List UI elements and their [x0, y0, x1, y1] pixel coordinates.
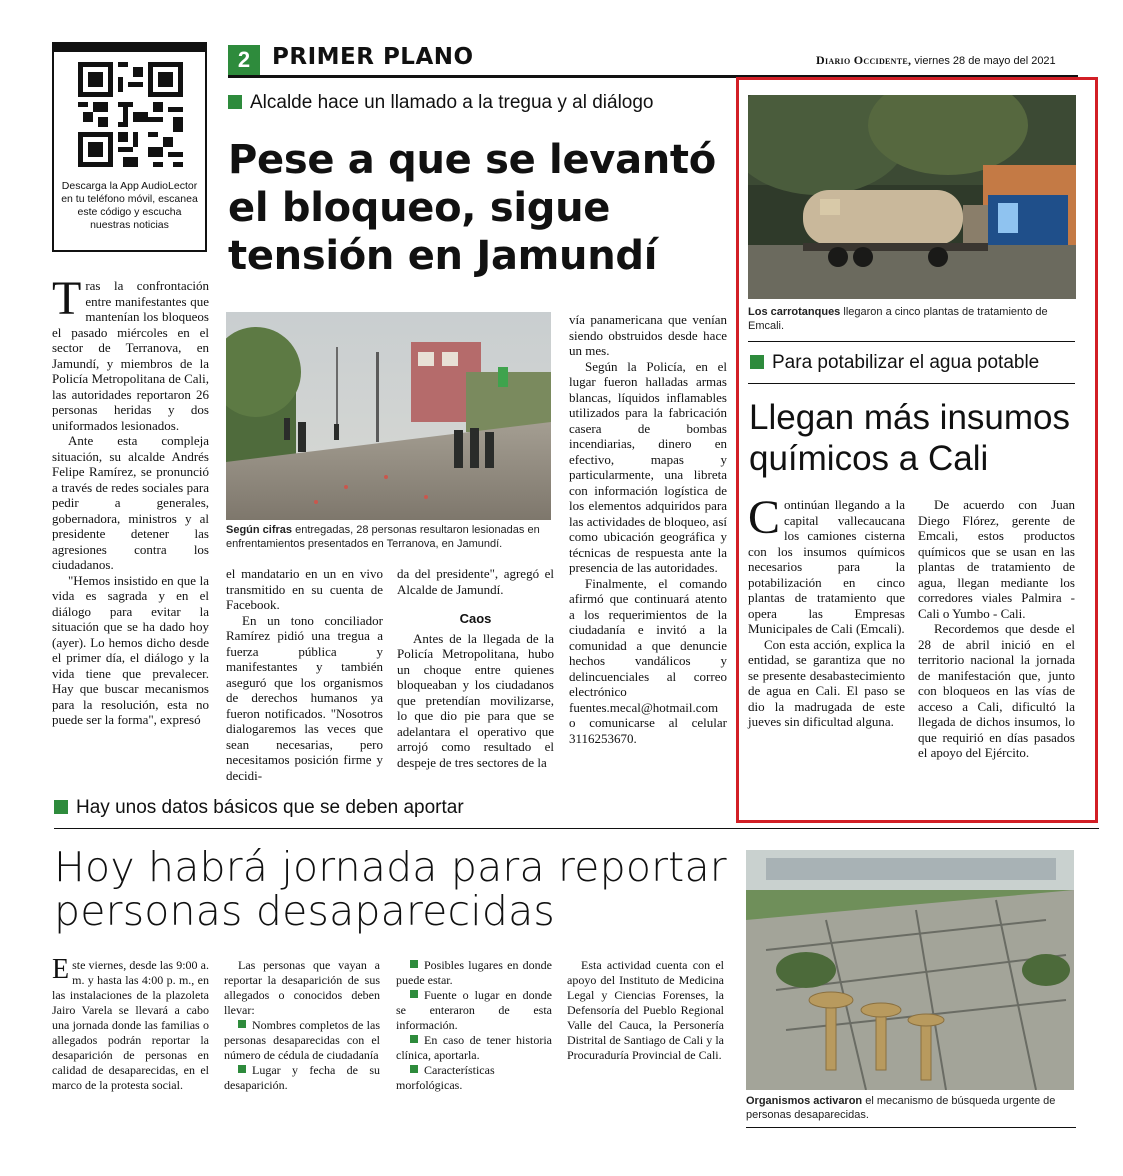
bottom-column-4: [567, 958, 724, 1063]
main-col4-para-2: Según la Policía, en el lugar fueron halladas armas blancas, líquidos inflamables utilizados para la fabricación casera de bombas incendiarias, dinero en efectivo, mapas y particularmente, una libreta con información logística de los elementos adquiridos para las actividades de bloqueo, así como ubicación geográfica y técnicas de respuesta ante la presencia de las autoridades.: [569, 358, 727, 575]
bottom-col2-bullet-1: [224, 1018, 380, 1063]
bottom-col3-bullet-4: [396, 1063, 552, 1093]
dropcap: C: [748, 491, 781, 544]
bottom-headline: Hoy habrá jornada para reportar personas desaparecidas: [54, 843, 727, 935]
main-col1-para-2: Ante esta compleja situación, su alcalde Andrés Felipe Ramírez, se pronunció a través de redes sociales para pedir a generales, gobernadora, ministros y al presidente detener las agresiones contra los ciudadanos.: [52, 433, 209, 572]
qr-code-icon: [78, 62, 183, 167]
right-col1-para-1-text: ontinúan llegando a la capital vallecaucana los camiones cisterna con los insumos químicos necesarios para la potabilización en cinco plantas de tratamiento que opera las Empresas Municipales de Cali (Emcali).: [748, 497, 905, 636]
plaza-caption-rule: [746, 1127, 1076, 1128]
bottom-col3-bullet-3-text: En caso de tener historia clínica, aportarla.: [396, 1033, 552, 1062]
main-col2-para-2: En un tono conciliador Ramírez pidió una tregua a fuerza pública y manifestantes y también aseguró que los organismos de derechos humanos ya fueron notificados. "Nosotros dialogaremos las veces que sean necesarias, pero necesitamos posición firme y decidi-: [226, 612, 383, 783]
bottom-col2-bullet-1-text: Nombres completos de las personas desaparecidas con el número de cédula de ciudadanía: [224, 1018, 380, 1062]
main-headline: Pese a que se levantó el bloqueo, sigue tensión en Jamundí: [228, 137, 716, 279]
main-photo-caption: [226, 524, 551, 551]
main-column-3: [397, 566, 554, 770]
dropcap: E: [52, 954, 70, 985]
paper-name: Diario Occidente,: [816, 53, 912, 67]
right-kicker: [750, 352, 1039, 374]
bottom-col2-bullet-2: [224, 1063, 380, 1093]
section-number: 2: [228, 45, 260, 75]
main-col1-para-3: "Hemos insistido en que la vida es sagrada y en el diálogo para evitar la situación que se ha dado hoy (ayer). Lo hemos dicho desde el primer día, el diálogo y la vida tiene que prevalecer. Hay que buscar mecanismos para la resolución, esta no puede ser la forma", expresó: [52, 572, 209, 727]
green-square-icon: [228, 95, 242, 109]
bottom-col3-bullet-2: [396, 988, 552, 1033]
main-column-1: [52, 272, 209, 728]
photo-plaza-aerial: [746, 850, 1074, 1090]
bottom-col1-para-1-text: ste viernes, desde las 9:00 a. m. y hasta las 4:00 p. m., en las instalaciones de la plazoleta Jairo Varela se llevará a cabo una jornada donde las familias o allegados podrán reportar la desaparición de personas en calidad de desaparecidas, en el marco de la protesta social.: [52, 958, 209, 1092]
bottom-kicker: [54, 797, 464, 819]
issue-date: viernes 28 de mayo del 2021: [914, 55, 1056, 67]
right-column-2: [918, 497, 1075, 761]
green-square-icon: [750, 355, 764, 369]
main-col3-para-2: Antes de la llegada de la Policía Metropolitana, hubo un choque entre quienes bloqueaban y los ciudadanos que pretendían movilizarse, lo que dio pie para que se adelantara el operativo que arrojó como resultado el despeje de tres sectores de la: [397, 630, 554, 770]
green-bullet-icon: [410, 1035, 418, 1043]
right-kicker-text: Para potabilizar el agua potable: [772, 352, 1040, 373]
green-bullet-icon: [410, 990, 418, 998]
right-column-1: [748, 491, 905, 730]
plaza-caption-bold: Organismos activaron: [746, 1095, 863, 1107]
bottom-col4-para-1: Esta actividad cuenta con el apoyo del Instituto de Medicina Legal y Ciencias Forenses, la Defensoría del Pueblo Regional Valle del Cauca, la Personería Distrital de Santiago de Cali y la Procuraduría Provincial de Cali.: [567, 958, 724, 1062]
green-bullet-icon: [410, 1065, 418, 1073]
green-bullet-icon: [238, 1065, 246, 1073]
bottom-kicker-text: Hay unos datos básicos que se deben aportar: [76, 797, 464, 818]
right-rule-2: [748, 383, 1075, 384]
plaza-photo-caption: [746, 1095, 1076, 1122]
bottom-column-2: [224, 958, 380, 1093]
main-col4-para-1: vía panamericana que venían siendo obstruidos desde hace un mes.: [569, 312, 727, 358]
bottom-column-1: [52, 954, 209, 1093]
section-name: PRIMER PLANO: [272, 44, 474, 70]
bottom-col1-para-1: [52, 954, 209, 1093]
qr-box-header-bar: [54, 44, 205, 52]
audiolector-qr-box: [52, 42, 207, 252]
main-caption-text: entregadas, 28 personas resultaron lesionadas en enfrentamientos presentados en Terranova, en Jamundí.: [226, 524, 540, 550]
bottom-col3-bullet-4-text: Características morfológicas.: [396, 1063, 495, 1092]
bottom-col3-bullet-2-text: Fuente o lugar en donde se enteraron de esta información.: [396, 988, 552, 1032]
bottom-column-3: [396, 958, 552, 1093]
main-column-4: [569, 312, 727, 746]
tanker-photo-caption: [748, 306, 1078, 333]
tanker-caption-bold: Los carrotanques: [748, 306, 841, 318]
right-headline: Llegan más insumos químicos a Cali: [749, 398, 1070, 478]
tanker-truck-photo: [748, 95, 1076, 299]
right-col2-para-2: Recordemos que desde el 28 de abril inició en el territorio nacional la jornada de manifestación que, junto con bloqueos en las vías de acceso a Cali, dificultó la llegada de dichos insumos, lo que requirió en días pasados el apoyo del Ejército.: [918, 621, 1075, 760]
jamundi-police-photo: [226, 312, 551, 520]
right-col1-para-2: Con esta acción, explica la entidad, se garantiza que no se presente desabastecimiento de agua en Cali. El paso se dio la madrugada de este jueves sin dificultad alguna.: [748, 636, 905, 729]
right-col2-para-1: De acuerdo con Juan Diego Flórez, gerente de Emcali, estos productos químicos que se usan en las plantas de tratamiento de agua, llegan mediante los corredores viales Palmira - Cali o Yumbo - Cali.: [918, 497, 1075, 621]
bottom-col3-bullet-3: [396, 1033, 552, 1063]
main-caption-bold: Según cifras: [226, 524, 293, 536]
bottom-rule: [54, 828, 1099, 829]
bottom-col3-bullet-1: [396, 958, 552, 988]
main-col1-para-1-text: ras la confrontación entre manifestantes que mantenían los bloqueos el pasado miércoles en el sector de Terranova, en Jamundí, y miembros de la Policía Metropolitana de Cali, las autoridades reportaron 26 personas heridas y dos uniformados lesionados.: [52, 278, 209, 433]
masthead: [816, 53, 1056, 68]
subhead-caos: Caos: [459, 611, 492, 626]
photo-tanker-truck: [748, 95, 1076, 299]
tanker-caption-text: llegaron a cinco plantas de tratamiento de Emcali.: [748, 306, 1048, 332]
bottom-col3-bullet-1-text: Posibles lugares en donde puede estar.: [396, 958, 552, 987]
main-col3-para-1: da del presidente", agregó el Alcalde de Jamundí.: [397, 566, 554, 597]
bottom-col2-bullet-2-text: Lugar y fecha de su desaparición.: [224, 1063, 380, 1092]
bottom-col2-para-1: Las personas que vayan a reportar la desaparición de sus allegados o conocidos deben llevar:: [224, 958, 380, 1017]
dropcap: T: [52, 272, 82, 325]
main-column-2: [226, 566, 383, 783]
plaza-photo: [746, 850, 1074, 1090]
main-kicker: [228, 92, 654, 114]
photo-police-street-scene: [226, 312, 551, 520]
main-kicker-text: Alcalde hace un llamado a la tregua y al diálogo: [250, 92, 654, 113]
green-bullet-icon: [238, 1020, 246, 1028]
qr-instructions: Descarga la App AudioLector en tu teléfono móvil, escanea este código y escucha nuestras noticias: [61, 180, 198, 231]
main-col4-para-3: Finalmente, el comando afirmó que continuará atento a los requerimientos de la ciudadanía e invitó a la comunidad a que denuncie hechos vandálicos y delincuenciales al correo electrónico fuentes.mecal@hotmail.com o comunicarse al celular 3116253670.: [569, 575, 727, 746]
plaza-caption-text: el mecanismo de búsqueda urgente de personas desaparecidas.: [746, 1095, 1056, 1121]
right-col1-para-1: [748, 491, 905, 637]
green-bullet-icon: [410, 960, 418, 968]
main-col1-para-1: [52, 272, 209, 433]
green-square-icon: [54, 800, 68, 814]
main-col2-para-1: el mandatario en un en vivo transmitido en su cuenta de Facebook.: [226, 566, 383, 612]
right-rule-1: [748, 341, 1075, 342]
